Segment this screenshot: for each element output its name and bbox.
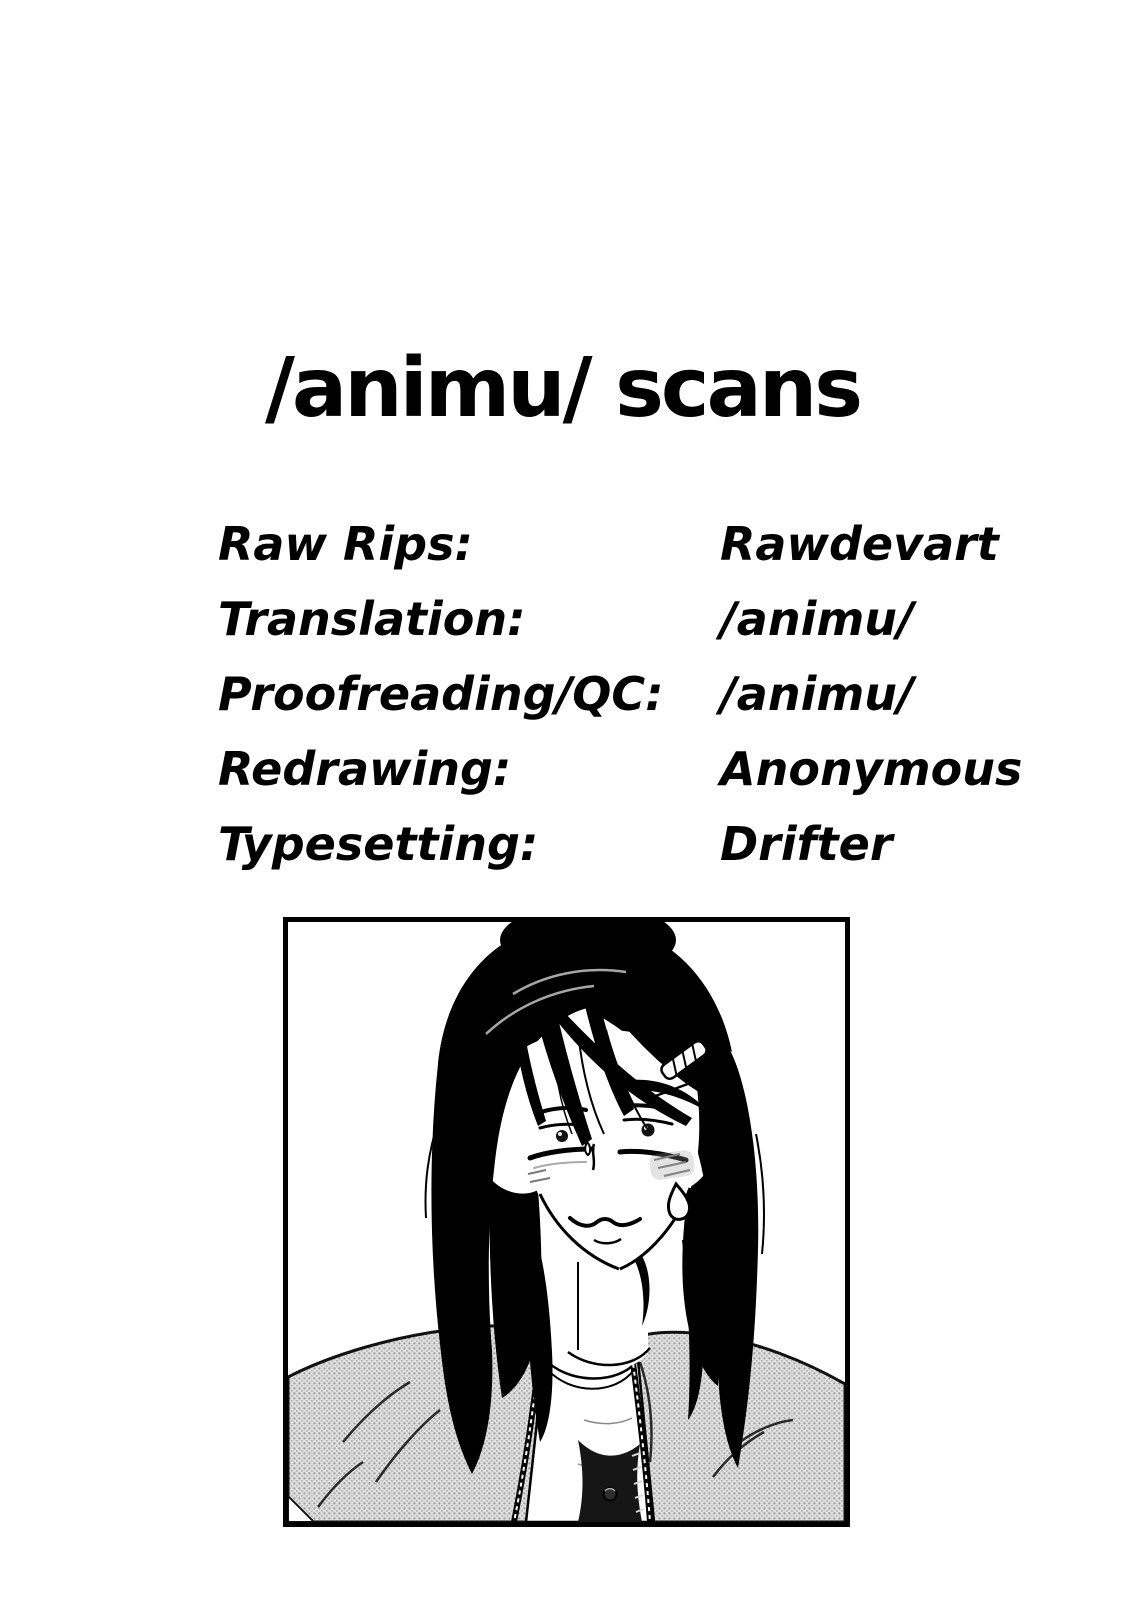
credit-row [218,807,938,882]
credit-person-value: Drifter [720,817,893,871]
credit-person-value: /animu/ [720,667,914,721]
manga-panel [283,917,850,1527]
credit-person-value: Rawdevart [720,517,999,571]
credit-row [218,507,999,582]
credit-role-label: Typesetting: [218,817,539,871]
left-eye [556,1130,568,1142]
credit-role-label: Translation: [218,592,526,646]
credit-person-value: /animu/ [720,592,914,646]
credit-person-value: Anonymous [720,742,1023,796]
page-title: /animu/ scans [264,341,861,436]
button [604,1488,617,1501]
manga-character-illustration [288,922,845,1522]
credits-list [218,507,1023,882]
credit-role-label: Proofreading/QC: [218,667,664,721]
credit-row [218,657,938,732]
credit-row [218,732,1023,807]
credit-row [218,582,938,657]
credit-role-label: Redrawing: [218,742,512,796]
credit-role-label: Raw Rips: [218,517,473,571]
